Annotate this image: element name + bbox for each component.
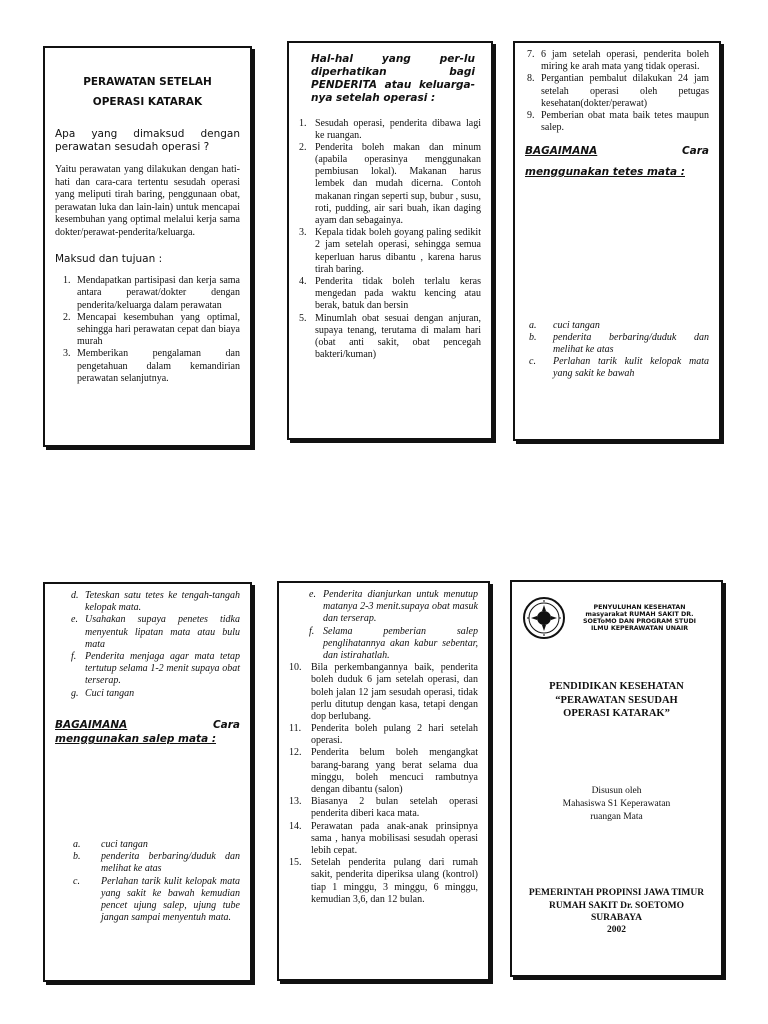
- list-item-marker: 14.: [289, 820, 302, 832]
- ointment-heading: [55, 718, 240, 747]
- list-item: [71, 590, 240, 614]
- list-item-text: Mendapatkan partisipasi dan kerja sama antara perawat/dokter dengan penderita/keluarga dalam perawatan: [77, 275, 240, 311]
- list-item: [71, 651, 240, 688]
- org-line-1: PENYULUHAN KESEHATAN: [593, 603, 686, 611]
- list-item-marker: b.: [73, 851, 81, 863]
- heading-word: BAGAIMANA: [525, 145, 598, 158]
- list-item: [529, 320, 709, 332]
- org-line-4: ILMU KEPERAWATAN UNAIR: [590, 625, 689, 633]
- instructions-list: [299, 118, 481, 362]
- list-item-marker: 10.: [289, 662, 302, 674]
- list-item-marker: 11.: [289, 723, 302, 735]
- list-item: [289, 662, 478, 723]
- list-item: [71, 688, 240, 700]
- list-item-marker: f.: [71, 650, 77, 662]
- list-item-marker: c.: [529, 356, 536, 368]
- list-item-text: penderita berbaring/duduk dan melihat ke atas: [101, 851, 240, 875]
- organizer-text: [568, 604, 711, 633]
- list-item-text: Memberikan pengalaman dan pengetahuan dalam kemandirian perawatan selanjutnya.: [77, 348, 240, 384]
- list-item-marker: 1.: [299, 117, 307, 129]
- list-item-marker: 3.: [299, 227, 307, 239]
- panel-instructions: [287, 41, 493, 440]
- list-item-text: Penderita boleh makan dan minum (apabila operasinya menggunakan pembiusan lokal). Makanan harus lembek dan mudah dicerna. Contoh makanan ringan seperti sup, bubur , susu, roti, pudding, air sari buah, ikan daging ayam dan sebagainya.: [315, 141, 481, 226]
- list-item-marker: 2.: [299, 141, 307, 153]
- list-item-text: Penderita boleh pulang 2 hari setelah operasi.: [311, 723, 478, 747]
- list-item-text: Setelah penderita pulang dari rumah sakit, penderita diperiksa ulang (kontrol) tiap 1 minggu, 3 minggu, 6 minggu, kemudian 3,6, dan 12 bulan.: [311, 857, 478, 905]
- list-item-marker: 1.: [63, 275, 71, 287]
- list-item-text: Penderita tidak boleh terlalu keras mengedan pada waktu kencing atau berak, batuk dan bersin: [315, 275, 481, 312]
- list-item-text: Usahakan supaya penetes tidka menyentuk lipatan mata atau bulu mata: [85, 614, 240, 650]
- list-item-text: Bila perkembangannya baik, penderita boleh duduk 6 jam setelah operasi, dan boleh jalan 12 jam sesudah operasi, tidak perlu ditutup dengan kasa, tetapi dengan dop berlubang.: [311, 662, 478, 722]
- panel-ointment-cont: [277, 581, 490, 981]
- list-item-text: Penderita belum boleh mengangkat barang-barang yang berat selama dua minggu, boleh mencuci rambutnya dengan dibantu (salon): [311, 747, 478, 795]
- list-item-text: Penderita dianjurkan untuk menutup matanya 2-3 menit.supaya obat masuk dan terserap.: [323, 589, 478, 625]
- heading-word: BAGAIMANA: [55, 718, 128, 731]
- list-item-text: cuci tangan: [553, 319, 600, 331]
- list-item-text: Perlahan tarik kulit kelopak mata yang sakit ke bawah kemudian pencet ujung salep, ujung tube jangan sampai menyentuh mata.: [101, 875, 240, 924]
- list-item-text: Penderita menjaga agar mata tetap tertutup selama 1-2 menit supaya obat terserap.: [85, 650, 240, 687]
- author-line-1: Disusun oleh: [591, 785, 642, 796]
- instructions-list-final: [289, 662, 478, 906]
- list-item-marker: 13.: [289, 796, 302, 808]
- list-item-marker: 7.: [527, 49, 535, 60]
- list-item-marker: 2.: [63, 311, 71, 323]
- list-item-text: 6 jam setelah operasi, penderita boleh miring ke arah mata yang tidak operasi.: [541, 49, 709, 73]
- list-item-marker: e.: [309, 589, 316, 600]
- ointment-steps: [73, 839, 240, 924]
- list-item-marker: b.: [529, 331, 537, 343]
- publisher-year: 2002: [607, 925, 626, 936]
- list-item-text: Perlahan tarik kulit kelopak mata yang sakit ke bawah: [553, 356, 709, 380]
- panel-cover: [510, 580, 723, 977]
- cover-header: [522, 596, 711, 640]
- list-item-marker: a.: [529, 319, 537, 331]
- panel-drops-steps: [43, 582, 252, 982]
- list-item: [63, 348, 240, 385]
- list-item-text: Kepala tidak boleh goyang paling sedikit 2 jam setelah operasi, sehingga semua keperluan harus dibantu , karena harus tirah baring.: [315, 227, 481, 275]
- instructions-heading: Hal-hal yang per-lu diperhatikan bagi PENDERITA atau keluarga-nya setelah operasi :: [311, 53, 475, 105]
- list-item-text: cuci tangan: [101, 839, 148, 851]
- list-item: [527, 73, 709, 110]
- list-item: [289, 747, 478, 796]
- cover-title: [522, 680, 711, 721]
- list-item: [71, 614, 240, 651]
- list-item: [73, 851, 240, 875]
- list-item-marker: 5.: [299, 312, 307, 324]
- list-item: [299, 142, 481, 227]
- list-item: [73, 876, 240, 925]
- list-item: [309, 626, 478, 663]
- list-item-text: Selama pemberian salep penglihatannya akan kabur sebentar, dan istirahatlah.: [323, 625, 478, 661]
- list-item-marker: 3.: [63, 348, 71, 360]
- list-item: [299, 227, 481, 276]
- heading-cara: Cara: [212, 718, 240, 731]
- author-line-2: Mahasiswa S1 Keperawatan: [562, 798, 671, 809]
- list-item: [63, 312, 240, 349]
- cover-title-line-3: OPERASI KATARAK”: [563, 708, 670, 720]
- heading-cara: Cara: [681, 145, 709, 158]
- eye-drops-steps: [529, 320, 709, 381]
- list-item-marker: 4.: [299, 275, 307, 287]
- list-item-marker: 15.: [289, 857, 302, 869]
- list-item-marker: a.: [73, 839, 81, 851]
- heading-rest: menggunakan tetes mata :: [525, 166, 685, 178]
- list-item-text: Pergantian pembalut dilakukan 24 jam setelah operasi oleh petugas kesehatan(dokter/perawat): [541, 73, 709, 109]
- org-line-2: masyarakat RUMAH SAKIT DR.: [585, 610, 694, 618]
- publisher-line-1: PEMERINTAH PROPINSI JAWA TIMUR: [528, 888, 705, 899]
- list-item: [309, 589, 478, 626]
- list-item-text: Pemberian obat mata baik tetes maupun salep.: [541, 109, 709, 134]
- eye-drops-heading: [525, 144, 709, 179]
- list-item: [527, 110, 709, 134]
- title-line-1: PERAWATAN SETELAH: [83, 76, 212, 88]
- cover-title-line-2: “PERAWATAN SESUDAH: [555, 694, 678, 706]
- eye-drops-steps-cont: [71, 590, 240, 700]
- list-item-marker: 12.: [289, 747, 302, 759]
- list-item-marker: 9.: [527, 109, 535, 121]
- list-item-text: Minumlah obat sesuai dengan anjuran, supaya tenang, terutama di malam hari (obat anti sakit, obat pencegah bakteri/kuman): [315, 312, 481, 361]
- title-line-2: OPERASI KATARAK: [92, 96, 203, 108]
- list-item-text: Mencapai kesembuhan yang optimal, sehingga hari perawatan cepat dan biaya murah: [77, 311, 240, 348]
- list-item-marker: f.: [309, 625, 315, 637]
- purpose-heading: Maksud dan tujuan :: [55, 253, 163, 266]
- publisher-line-2: RUMAH SAKIT Dr. SOETOMO: [549, 900, 684, 911]
- instructions-list-cont: [527, 49, 709, 134]
- definition-text: Yaitu perawatan yang dilakukan dengan hati-hati dan cara-cara tertentu sesudah operasi yang meliputi tirah baring, penggunaan obat, perawatan luka dan lain-lain) untuk mencapai kesembuhan yang optimal melalui kerja sama dokter/perawat-penderita/keluarga.: [55, 164, 240, 238]
- author-block: [522, 785, 711, 823]
- list-item: [529, 332, 709, 356]
- list-item: [299, 118, 481, 142]
- list-item: [299, 313, 481, 362]
- list-item-text: Teteskan satu tetes ke tengah-tangah kelopak mata.: [85, 590, 240, 614]
- list-item-marker: c.: [73, 875, 80, 887]
- list-item-marker: 8.: [527, 73, 535, 85]
- list-item: [289, 796, 478, 820]
- list-item: [289, 821, 478, 858]
- panel-instructions-cont: [513, 41, 721, 441]
- list-item-marker: d.: [71, 590, 79, 601]
- list-item-text: penderita berbaring/duduk dan melihat ke atas: [553, 331, 709, 356]
- list-item: [527, 49, 709, 73]
- list-item: [299, 276, 481, 313]
- list-item: [529, 356, 709, 380]
- university-seal-icon: [522, 596, 566, 640]
- list-item-marker: e.: [71, 614, 78, 626]
- list-item: [73, 839, 240, 851]
- list-item-marker: g.: [71, 687, 79, 699]
- leaflet-title: [55, 76, 240, 108]
- org-line-3: SOEToMO DAN PROGRAM STUDI: [582, 618, 697, 625]
- list-item: [289, 857, 478, 906]
- list-item-text: Cuci tangan: [85, 687, 135, 699]
- list-item-text: Perawatan pada anak-anak prinsipnya sama , hanya mobilisasi sesudah operasi lebih cepat.: [311, 820, 478, 856]
- publisher-block: [522, 887, 711, 936]
- author-line-3: ruangan Mata: [590, 811, 643, 822]
- list-item: [289, 723, 478, 747]
- list-item: [63, 275, 240, 312]
- publisher-line-3: SURABAYA: [590, 913, 643, 924]
- panel-intro: [43, 46, 252, 447]
- ointment-steps-cont: [309, 589, 478, 662]
- list-item-text: Sesudah operasi, penderita dibawa lagi ke ruangan.: [315, 117, 481, 141]
- cover-title-line-1: PENDIDIKAN KESEHATAN: [549, 681, 684, 692]
- question-text: Apa yang dimaksud dengan perawatan sesudah operasi ?: [55, 128, 240, 154]
- list-item-text: Biasanya 2 bulan setelah operasi penderita diberi kaca mata.: [311, 796, 478, 820]
- purpose-list: [63, 275, 240, 385]
- heading-rest: menggunakan salep mata :: [55, 733, 217, 746]
